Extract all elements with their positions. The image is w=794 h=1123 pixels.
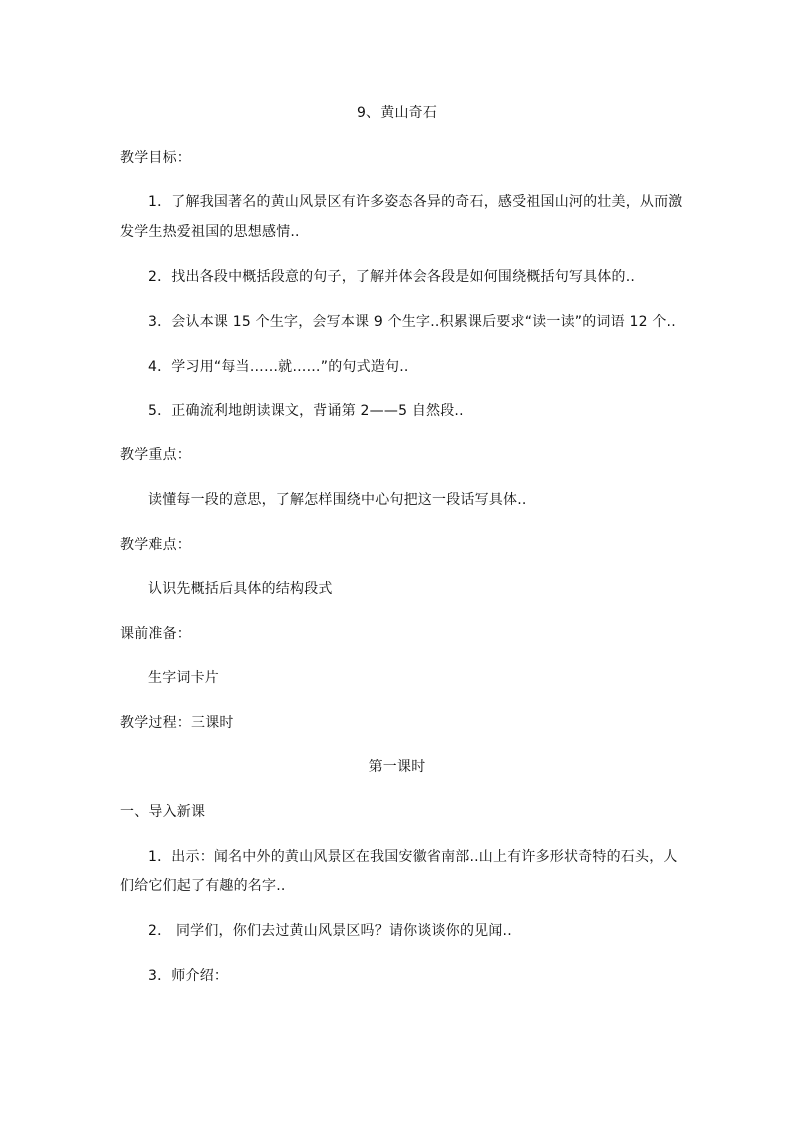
step-1-line-2: 们给它们起了有趣的名字.. (120, 878, 286, 894)
part-1-heading: 一、导入新课 (120, 804, 206, 820)
objectives-heading: 教学目标： (120, 150, 191, 166)
key-points-text: 读懂每一段的意思，了解怎样围绕中心句把这一段话写具体.. (148, 492, 527, 508)
step-2: 2． 同学们，你们去过黄山风景区吗？请你谈谈你的见闻.. (148, 923, 512, 939)
difficulties-text: 认识先概括后具体的结构段式 (148, 581, 333, 597)
document-title: 9、黄山奇石 (356, 105, 438, 121)
step-3: 3．师介绍： (148, 968, 229, 984)
objective-item-5: 5．正确流利地朗读课文，背诵第 2——5 自然段.. (148, 403, 464, 419)
process-heading: 教学过程：三课时 (120, 715, 234, 731)
preparation-heading: 课前准备： (120, 626, 191, 642)
objective-item-1-line-1: 1．了解我国著名的黄山风景区有许多姿态各异的奇石，感受祖国山河的壮美，从而激 (148, 194, 683, 210)
objective-item-4: 4．学习用“每当……就……”的句式造句.. (148, 359, 409, 375)
key-points-heading: 教学重点： (120, 447, 191, 463)
step-1-line-1: 1．出示：闻名中外的黄山风景区在我国安徽省南部..山上有许多形状奇特的石头，人 (148, 849, 678, 865)
objective-item-2: 2．找出各段中概括段意的句子，了解并体会各段是如何围绕概括句写具体的.. (148, 269, 636, 285)
preparation-text: 生字词卡片 (148, 670, 219, 686)
difficulties-heading: 教学难点： (120, 537, 191, 553)
objective-item-3: 3．会认本课 15 个生字，会写本课 9 个生字..积累课后要求“读一读”的词语 12 个.. (148, 314, 676, 330)
objective-item-1-line-2: 发学生热爱祖国的思想感情.. (120, 224, 300, 240)
lesson-title: 第一课时 (368, 759, 426, 775)
